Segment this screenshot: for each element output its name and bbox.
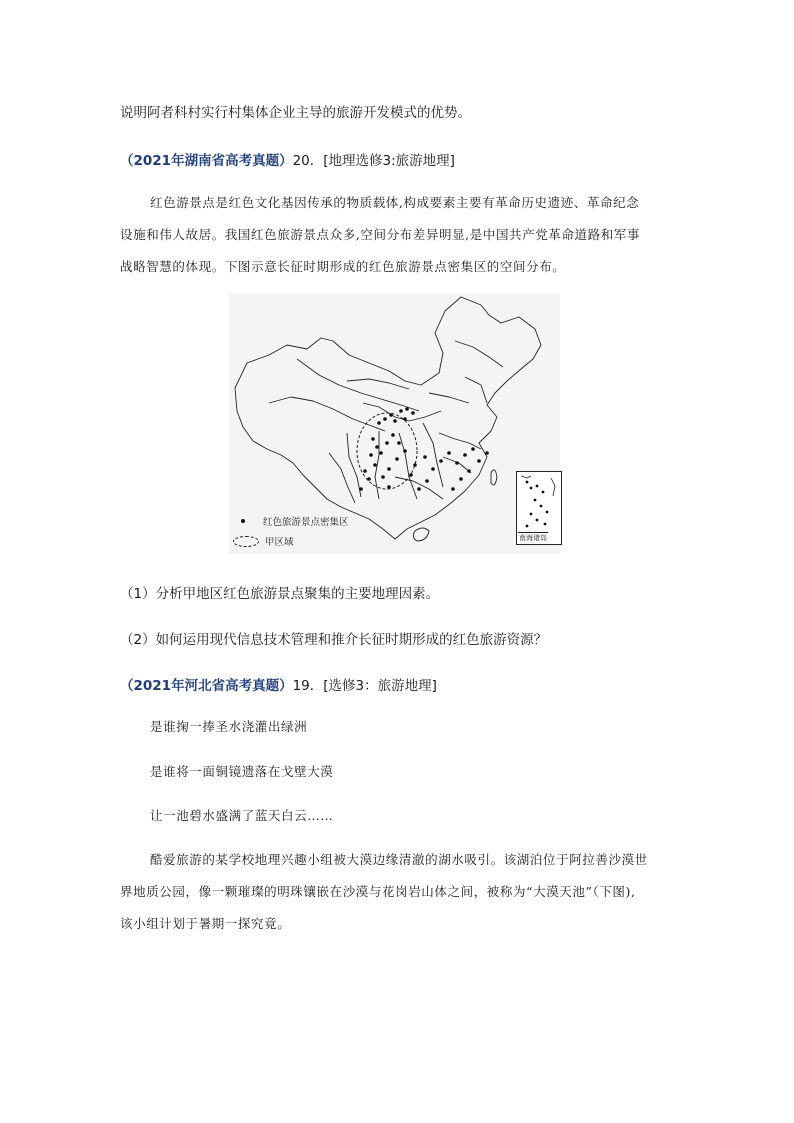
dot-marker-icon <box>241 519 245 523</box>
sub-question-1: （1）分析甲地区红色旅游景点聚集的主要地理因素。 <box>120 586 440 602</box>
question-source: （2021年河北省高考真题） <box>120 678 293 694</box>
question-20-header <box>120 149 455 169</box>
paragraph-line: 界地质公园，像一颗璀璨的明珠镶嵌在沙漠与花岗岩山体之间，被称为“大漠天池”（下图), <box>120 884 636 899</box>
paragraph-line: 该小组计划于暑期一探究竟。 <box>120 916 291 931</box>
sub-question-2: （2）如何运用现代信息技术管理和推介长征时期形成的红色旅游资源？ <box>120 632 548 648</box>
paragraph-line: 酷爱旅游的某学校地理兴趣小组被大漠边缘清澈的湖水吸引。该湖泊位于阿拉善沙漠世 <box>150 852 648 867</box>
paragraph-line: 设施和伟人故居。我国红色旅游景点众多,空间分布差异明显,是中国共产党革命道路和军事 <box>120 227 641 242</box>
question-number-title: 19．[选修3：旅游地理] <box>292 678 437 694</box>
paragraph-line: 战略智慧的体现。下图示意长征时期形成的红色旅游景点密集区的空间分布。 <box>120 259 566 274</box>
poem-line: 是谁将一面铜镜遗落在戈壁大漠 <box>150 764 334 779</box>
legend-region-label: 甲区域 <box>265 537 294 548</box>
poem-line: 是谁掬一捧圣水浇灌出绿洲 <box>150 719 308 734</box>
question-source: （2021年湖南省高考真题） <box>120 153 293 169</box>
south-china-sea-inset <box>516 471 562 545</box>
question-19-header <box>120 674 437 694</box>
china-red-tourism-map <box>229 293 560 554</box>
dashed-ellipse-icon <box>233 536 259 547</box>
legend-dot-row <box>233 514 349 528</box>
intro-text: 说明阿者科村实行村集体企业主导的旅游开发模式的优势。 <box>120 105 471 121</box>
legend-region-row <box>233 534 294 548</box>
legend-dot-label: 红色旅游景点密集区 <box>263 517 349 528</box>
poem-line: 让一池碧水盛满了蓝天白云…… <box>150 808 334 823</box>
paragraph-line: 红色游景点是红色文化基因传承的物质载体,构成要素主要有革命历史遗迹、革命纪念 <box>150 195 640 210</box>
inset-label: 南海诸岛 <box>519 534 547 542</box>
question-number-title: 20．[地理选修3:旅游地理] <box>292 153 455 169</box>
